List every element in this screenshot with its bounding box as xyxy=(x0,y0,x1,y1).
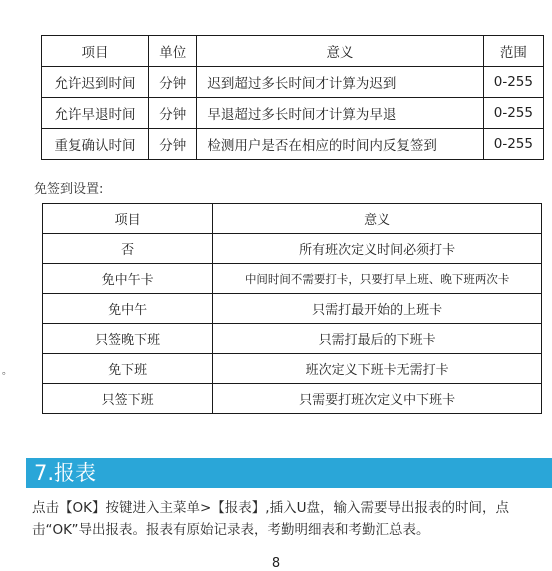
table-row xyxy=(43,294,542,324)
header-item: 项目 xyxy=(42,36,149,67)
header-item: 项目 xyxy=(43,204,213,234)
meaning-cell: 迟到超过多长时间才计算为迟到 xyxy=(197,67,483,98)
header-meaning: 意义 xyxy=(213,204,542,234)
unit-cell: 分钟 xyxy=(149,98,197,129)
exempt-settings-caption: 免签到设置: xyxy=(34,182,104,197)
header-meaning: 意义 xyxy=(197,36,483,67)
meaning-cell: 只需打最开始的上班卡 xyxy=(213,294,542,324)
meaning-cell: 班次定义下班卡无需打卡 xyxy=(213,354,542,384)
header-range: 范围 xyxy=(483,36,543,67)
table-row xyxy=(43,384,542,414)
table-row xyxy=(42,67,544,98)
section-title-bar: 7.报表 xyxy=(26,458,552,488)
item-cell: 只签下班 xyxy=(43,384,213,414)
item-cell: 免中午卡 xyxy=(43,264,213,294)
meaning-cell: 早退超过多长时间才计算为早退 xyxy=(197,98,483,129)
table-row xyxy=(43,234,542,264)
unit-cell: 分钟 xyxy=(149,129,197,160)
table-row xyxy=(42,98,544,129)
item-cell: 否 xyxy=(43,234,213,264)
stray-punctuation-mark: 。 xyxy=(2,366,12,377)
item-cell: 免下班 xyxy=(43,354,213,384)
table-row xyxy=(43,264,542,294)
header-unit: 单位 xyxy=(149,36,197,67)
item-cell: 重复确认时间 xyxy=(42,129,149,160)
meaning-cell: 检测用户是否在相应的时间内反复签到 xyxy=(197,129,483,160)
range-cell: 0-255 xyxy=(483,98,543,129)
unit-cell: 分钟 xyxy=(149,67,197,98)
page-number: 8 xyxy=(271,556,281,571)
attendance-settings-table xyxy=(41,35,544,160)
item-cell: 允许迟到时间 xyxy=(42,67,149,98)
range-cell: 0-255 xyxy=(483,129,543,160)
table-row xyxy=(43,354,542,384)
item-cell: 只签晚下班 xyxy=(43,324,213,354)
meaning-cell: 只需要打班次定义中下班卡 xyxy=(213,384,542,414)
table-row xyxy=(43,324,542,354)
exempt-settings-table xyxy=(42,203,542,414)
range-cell: 0-255 xyxy=(483,67,543,98)
table-header-row xyxy=(42,36,544,67)
meaning-cell: 中间时间不需要打卡，只要打早上班、晚下班两次卡 xyxy=(213,264,542,294)
section-body-text: 点击【OK】按键进入主菜单>【报表】,插入U盘，输入需要导出报表的时间，点击“OK”导出报表。报表有原始记录表，考勤明细表和考勤汇总表。 xyxy=(32,500,509,538)
meaning-cell: 所有班次定义时间必须打卡 xyxy=(213,234,542,264)
item-cell: 允许早退时间 xyxy=(42,98,149,129)
table-row xyxy=(42,129,544,160)
meaning-cell: 只需打最后的下班卡 xyxy=(213,324,542,354)
item-cell: 免中午 xyxy=(43,294,213,324)
table-header-row xyxy=(43,204,542,234)
